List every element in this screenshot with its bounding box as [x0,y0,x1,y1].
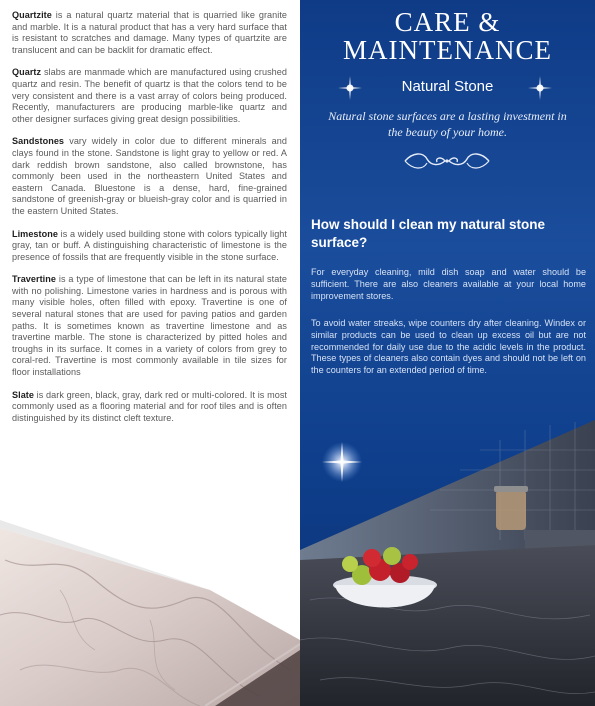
stone-term: Travertine [12,274,56,285]
stone-description: is a natural quartz material that is quarried like granite and marble. It is a natural product that has a very hard surface that is resistant to scratches and damage. Many types of quartzite are translucent and can be backlit for dramatic effect. [12,10,287,55]
stone-entry-quartzite [12,10,287,56]
stone-description: is a type of limestone that can be left in its natural state with no polishing. Limestone varies in hardness and is porous with many visible holes, often filled with epoxy. Travertine is one of several natural stones that are used for paving patios and garden paths. It is sometimes known as travertine limestone and as travertine marble. The stone is characterized by pitted holes and troughs in its surface. It comes in a variety of colors from grey to coral-red. Travertine is most commonly available in tile sizes for floor installations [12,274,287,378]
care-panel [300,0,595,706]
faq-answer-2: To avoid water streaks, wipe counters dry after cleaning. Windex or similar products can be used to clean up excess oil but are not recommended for daily use due to the acidic levels in the product. These types of cleaners also contain dyes and should not be left on the counters for an extended period of time. [311,318,586,376]
flourish-ornament-icon [401,150,493,172]
stone-entry-slate [12,390,287,425]
stone-entry-travertine [12,274,287,378]
kitchen-countertop-photo [300,380,595,706]
stone-description: is dark green, black, gray, dark red or multi-colored. It is most commonly used as a flooring material and for roof tiles and is often distinguished by its distinct cleft texture. [12,389,287,423]
stone-term: Quartz [12,67,42,78]
stone-entry-limestone [12,229,287,264]
faq-answer-1: For everyday cleaning, mild dish soap and water should be sufficient. There are also cleaners available at your local home improvement stores. [311,267,586,301]
stone-term: Slate [12,389,34,400]
stone-type-list [12,10,287,435]
stone-term: Sandstones [12,136,65,147]
title-line-2: MAINTENANCE [343,35,552,65]
sparkle-icon [528,76,552,100]
stone-term: Limestone [12,228,58,239]
stone-term: Quartzite [12,10,52,20]
title-line-1: CARE & [394,7,501,37]
stone-entry-sandstones [12,136,287,217]
marble-countertop-photo [0,520,300,706]
stone-description: slabs are manmade which are manufactured using crushed quartz and resin. The benefit of quartz is that the colors tend to be very consistent and there is a vast array of colors being produced. Recently, manufacturers are producing marble-like quartz and other designer surfaces giving great design possibilities. [12,67,287,124]
stone-entry-quartz [12,67,287,125]
stone-description: vary widely in color due to different minerals and clays found in the stone. Sandstone is light gray to yellow or red. A dark reddish brown sandstone, also called brownstone, has commonly been used in the northeastern United States and eastern Canada. Bluestone is a dense, hard, fine-grained sandstone of greenish-gray or blueish-gray color and is quarried in the eastern United States. [12,136,287,216]
faq-question: How should I clean my natural stone surface? [311,217,546,250]
panel-subtitle: Natural Stone [401,78,494,95]
panel-title [300,8,595,64]
stone-description: is a widely used building stone with colors typically light gray, tan or buff. A distinguishing characteristic of limestone is the presence of fossils that are frequently visible in the stone surface. [12,228,287,262]
panel-tagline: Natural stone surfaces are a lasting investment in the beauty of your home. [328,109,567,139]
